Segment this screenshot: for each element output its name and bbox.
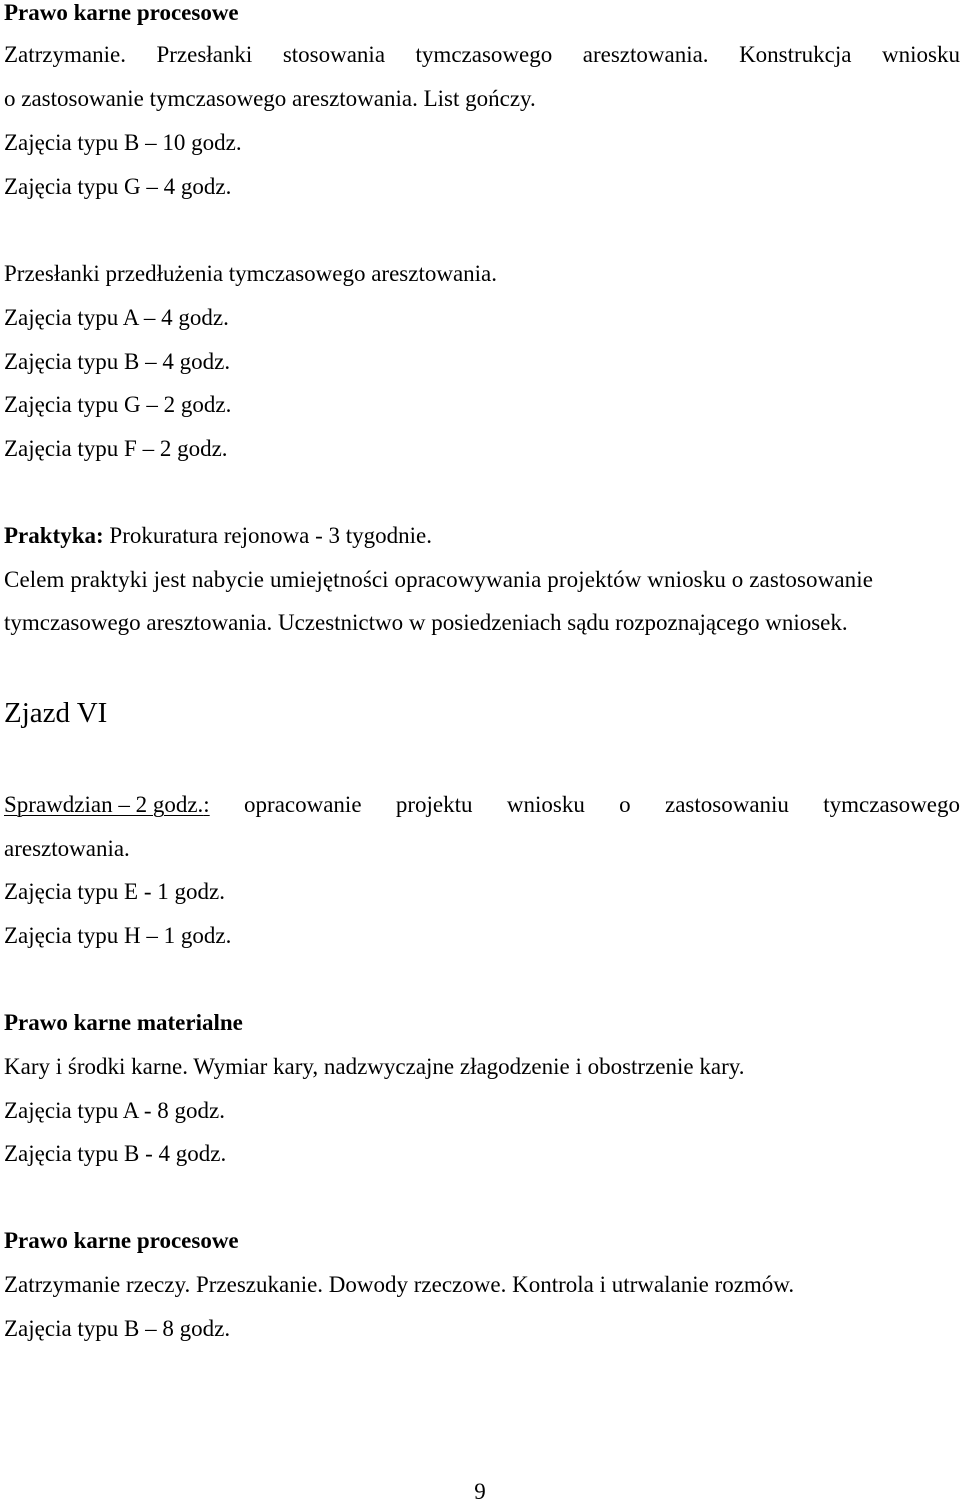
class-hours: Zajęcia typu G – 4 godz.	[4, 174, 232, 199]
class-hours: Zajęcia typu A – 4 godz.	[4, 305, 229, 330]
class-hours: Zajęcia typu F – 2 godz.	[4, 436, 228, 461]
topic-word: tymczasowego	[415, 42, 553, 67]
topic-paragraph: Kary i środki karne. Wymiar kary, nadzwyczajne złagodzenie i obostrzenie kary.	[4, 1054, 745, 1079]
topic-word: Konstrukcja	[739, 42, 852, 67]
test-label-group	[4, 792, 210, 818]
test-word: projektu	[395, 792, 473, 817]
test-word: zastosowaniu	[665, 792, 789, 817]
section-heading: Prawo karne procesowe	[4, 0, 239, 25]
class-hours: Zajęcia typu B – 8 godz.	[4, 1316, 231, 1341]
class-hours: Zajęcia typu B – 4 godz.	[4, 349, 231, 374]
class-hours: Zajęcia typu H – 1 godz.	[4, 923, 232, 948]
test-word: o	[619, 792, 631, 817]
test-colon: :	[203, 792, 210, 817]
page-number: 9	[474, 1479, 486, 1504]
test-line2: aresztowania.	[4, 836, 130, 861]
section-heading: Prawo karne procesowe	[4, 1228, 239, 1253]
section-heading: Prawo karne materialne	[4, 1010, 243, 1035]
topic-word: wniosku	[882, 42, 960, 67]
test-label: Sprawdzian – 2 godz.	[4, 792, 204, 817]
practice-description-line2: tymczasowego aresztowania. Uczestnictwo w posiedzeniach sądu rozpoznającego wniosek.	[4, 610, 848, 635]
practice-text: Prokuratura rejonowa - 3 tygodnie.	[103, 523, 432, 548]
test-line1	[4, 792, 960, 818]
topic-paragraph-line1	[4, 42, 960, 68]
topic-word: stosowania	[282, 42, 386, 67]
practice-line	[4, 523, 432, 549]
test-word: tymczasowego	[823, 792, 960, 817]
practice-label: Praktyka:	[4, 523, 104, 548]
class-hours: Zajęcia typu G – 2 godz.	[4, 392, 232, 417]
class-hours: Zajęcia typu B - 4 godz.	[4, 1141, 227, 1166]
topic-word: Przesłanki	[156, 42, 253, 67]
test-word: opracowanie	[244, 792, 362, 817]
test-word: wniosku	[506, 792, 585, 817]
class-hours: Zajęcia typu B – 10 godz.	[4, 130, 242, 155]
topic-paragraph: Zatrzymanie rzeczy. Przeszukanie. Dowody rzeczowe. Kontrola i utrwalanie rozmów.	[4, 1272, 795, 1297]
practice-description-line1: Celem praktyki jest nabycie umiejętności opracowywania projektów wniosku o zastosowanie	[4, 567, 874, 592]
session-title: Zjazd VI	[4, 697, 108, 729]
class-hours: Zajęcia typu A - 8 godz.	[4, 1098, 225, 1123]
topic-word: Zatrzymanie.	[4, 42, 126, 67]
class-hours: Zajęcia typu E - 1 godz.	[4, 879, 225, 904]
topic-paragraph: Przesłanki przedłużenia tymczasowego aresztowania.	[4, 261, 498, 286]
topic-paragraph-line2: o zastosowanie tymczasowego aresztowania. List gończy.	[4, 86, 536, 111]
topic-word: aresztowania.	[582, 42, 709, 67]
